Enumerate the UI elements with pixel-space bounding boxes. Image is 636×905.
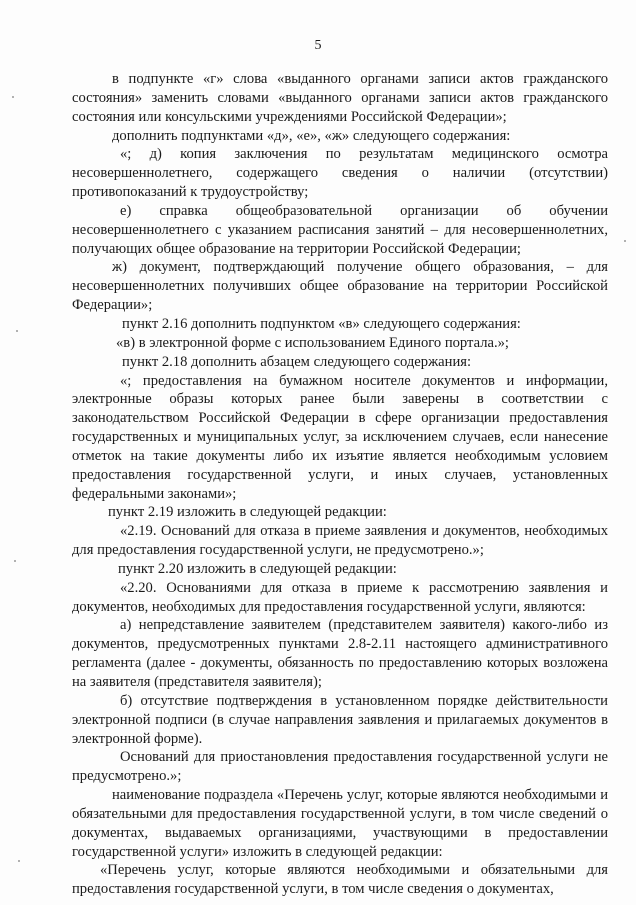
- paragraph: «2.19. Оснований для отказа в приеме заявления и документов, необходимых для предоставления государственной услуги, не предусмотрено.»;: [72, 523, 608, 559]
- scan-mark: [14, 560, 16, 562]
- scan-mark: [16, 330, 18, 332]
- paragraph: «; д) копия заключения по результатам медицинского осмотра несовершеннолетнего, содержащего сведения о наличии (отсутствии) противопоказаний к трудоустройству;: [72, 146, 608, 201]
- page-number: 5: [314, 38, 322, 53]
- paragraph: пункт 2.19 изложить в следующей редакции:: [108, 504, 387, 521]
- paragraph: в подпункте «г» слова «выданного органами записи актов гражданского состояния» заменить словами «выданного органами записи актов гражданского состояния или консульскими учреждениями Российской Федерации»;: [72, 71, 608, 125]
- paragraph: а) непредставление заявителем (представителем заявителя) какого-либо из документов, предусмотренных пунктами 2.8-2.11 настоящего административного регламента (далее - документы, обязанность по предоставлению которых возложена на заявителя (представителя заявителя);: [72, 617, 608, 690]
- paragraph: б) отсутствие подтверждения в установленном порядке действительности электронной подписи (в случае направления заявления и прилагаемых документов в электронной форме).: [72, 692, 608, 747]
- paragraph: ж) документ, подтверждающий получение общего образования, – для несовершеннолетних получивших общее образование на территории Российской Федерации»;: [72, 259, 608, 314]
- paragraph: пункт 2.16 дополнить подпунктом «в» следующего содержания:: [122, 315, 521, 332]
- paragraph: «; предоставления на бумажном носителе документов и информации, электронные образы которых ранее были заверены в соответствии с законодательством Российской Федерации в сфере организации предоставления государственных и муниципальных услуг, за исключением случаев, если нанесение отметок на такие документы либо их изъятие является необходимым условием предоставления государственной услуги, и иных случаев, установленных федеральными законами»;: [72, 372, 608, 502]
- scan-mark: [12, 96, 14, 98]
- paragraph: «2.20. Основаниями для отказа в приеме к рассмотрению заявления и документов, необходимых для предоставления государственной услуги, являются:: [72, 579, 608, 615]
- paragraph: «в) в электронной форме с использованием Единого портала.»;: [116, 334, 509, 351]
- paragraph: Оснований для приостановления предоставления государственной услуги не предусмотрено.»;: [72, 749, 608, 785]
- paragraph: дополнить подпунктами «д», «е», «ж» следующего содержания:: [112, 127, 511, 144]
- paragraph: е) справка общеобразовательной организации об обучении несовершеннолетнего с указанием расписания занятий – для несовершеннолетних, получающих общее образование на территории Российской Федерации;: [72, 202, 608, 257]
- paragraph: пункт 2.18 дополнить абзацем следующего содержания:: [122, 353, 472, 370]
- scan-mark: [18, 860, 20, 862]
- paragraph: пункт 2.20 изложить в следующей редакции:: [118, 560, 397, 577]
- scan-mark: [624, 240, 626, 242]
- document-body: [72, 70, 608, 899]
- paragraph: наименование подраздела «Перечень услуг, которые являются необходимыми и обязательными для предоставления государственной услуги, в том числе сведений о документах, выдаваемых организациями, участвующими в предоставлении государственной услуги» изложить в следующей редакции:: [72, 787, 608, 860]
- paragraph: «Перечень услуг, которые являются необходимыми и обязательными для предоставления государственной услуги, в том числе сведения о документах,: [72, 862, 608, 898]
